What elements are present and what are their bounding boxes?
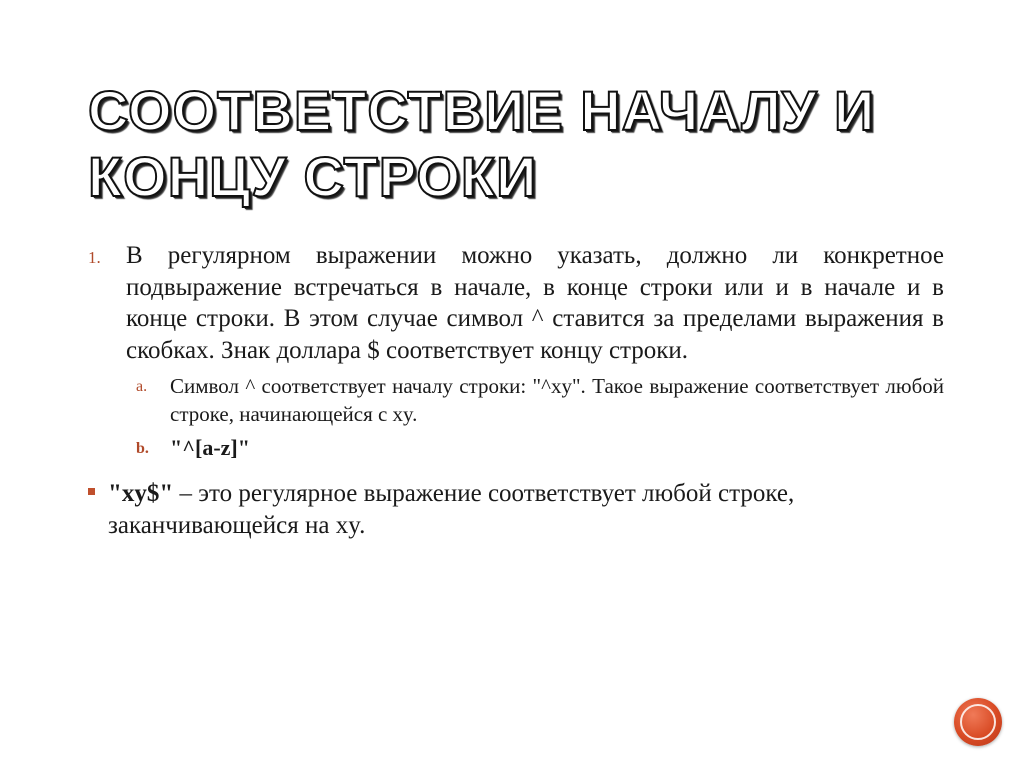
circle-nav-icon[interactable] xyxy=(954,698,1002,746)
sub-item-letter: b. xyxy=(136,440,149,457)
content-list xyxy=(88,240,944,541)
sub-item-text: "^[a-z]" xyxy=(170,435,250,460)
slide-title-line-2: КОНЦУ СТРОКИ xyxy=(88,145,538,208)
slide-title xyxy=(88,78,948,210)
bullet-text: – это регулярное выражение соответствует любой строке, заканчивающейся на xy. xyxy=(108,480,795,539)
numbered-item-1 xyxy=(88,240,944,366)
sub-item-text: Символ ^ соответствует началу строки: "^xy". Такое выражение соответствует любой строке, начинающейся с xy. xyxy=(170,374,944,426)
bullet-strong-text: "xy$" xyxy=(108,480,174,507)
sub-item-a xyxy=(136,372,944,428)
sub-item-letter: a. xyxy=(136,378,148,395)
slide-title-line-1: СООТВЕТСТВИЕ НАЧАЛУ И xyxy=(88,79,876,142)
sub-item-b xyxy=(136,434,944,462)
sub-list xyxy=(88,372,944,462)
bullet-item xyxy=(88,478,944,541)
numbered-item-text: В регулярном выражении можно указать, должно ли конкретное подвыражение встречаться в начале, в конце строки или и в начале и в конце строки. В этом случае символ ^ ставится за пределами выражения в скобках. Знак доллара $ соответствует концу строки. xyxy=(126,242,944,364)
list-number: 1. xyxy=(88,248,101,267)
square-bullet-icon xyxy=(88,488,95,495)
